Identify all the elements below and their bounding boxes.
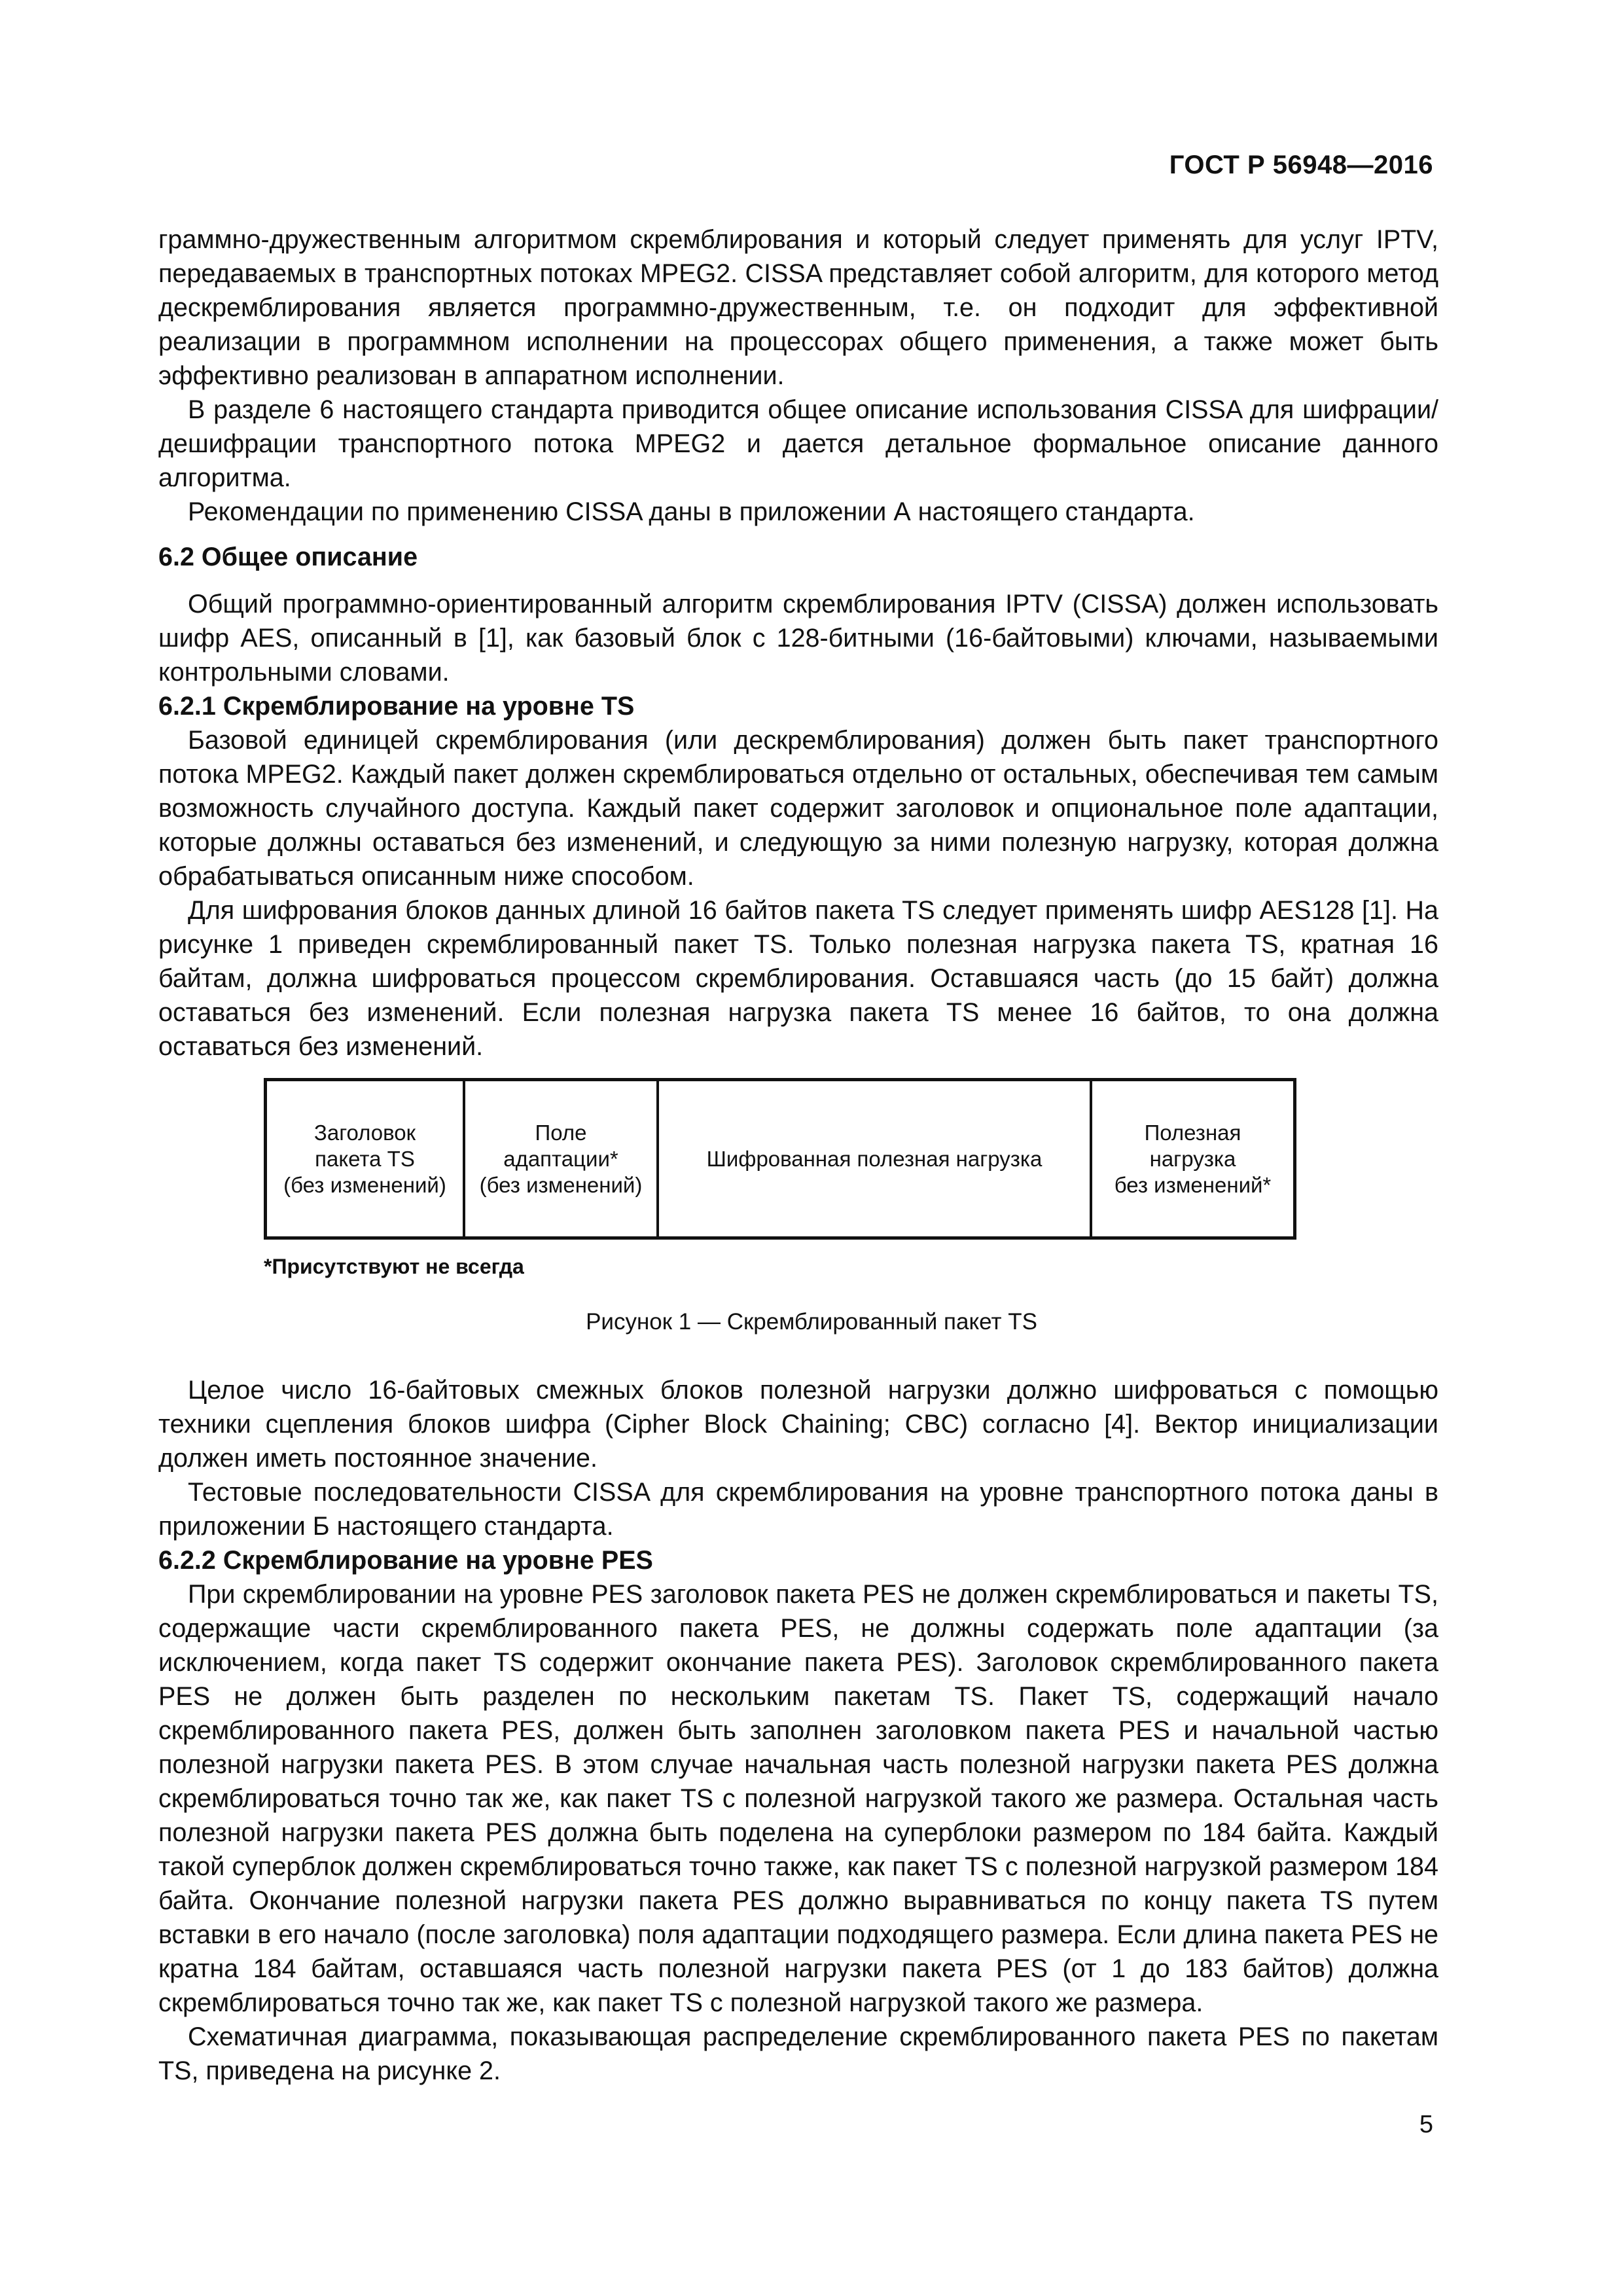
paragraph: Базовой единицей скремблирования (или дескремблирования) должен быть пакет транспортного потока MPEG2. Каждый пакет должен скремблироваться отдельно от остальных, обеспечивая тем самым возможность случайного доступа. Каждый пакет содержит заголовок и опциональное поле адаптации, которые должны оставаться без изменений, и следующую за ними полезную нагрузку, которая должна обрабатываться описанным ниже способом.: [158, 726, 1438, 891]
cell-text: адаптации*: [503, 1146, 618, 1171]
section-heading-6-2-2: 6.2.2 Скремблирование на уровне PES: [158, 1546, 653, 1575]
adaptation-field-cell: [465, 1081, 659, 1236]
figure-caption: Рисунок 1 — Скремблированный пакет TS: [586, 1309, 1037, 1335]
cell-text: пакета TS: [315, 1146, 415, 1171]
document-id-header: ГОСТ Р 56948—2016: [1169, 151, 1433, 179]
paragraph: При скремблировании на уровне PES заголовок пакета PES не должен скремблироваться и пакеты TS, содержащие части скремблированного пакета PES, не должны содержать поле адаптации (за исключением, когда пакет TS содержит окончание пакета PES). Заголовок скремблированного пакета PES не должен быть разделен по нескольким пакетам TS. Пакет TS, содержащий начало скремблированного пакета PES, должен быть заполнен заголовком пакета PES и начальной частью полезной нагрузки пакета PES. В этом случае начальная часть полезной нагрузки пакета PES должна скремблироваться точно так же, как пакет TS с полезной нагрузкой такого же размера. Остальная часть полезной нагрузки пакета PES должна быть поделена на суперблоки размером по 184 байта. Каждый такой суперблок должен скремблироваться точно также, как пакет TS с полезной нагрузкой размером 184 байта. Окончание полезной нагрузки пакета PES должно выравниваться по концу пакета TS путем вставки в его начало (после заголовка) поля адаптации подходящего размера. Если длина пакета PES не кратна 184 байтам, оставшаяся часть полезной нагрузки пакета PES (от 1 до 183 байтов) должна скремблироваться точно так же, как пакет TS с полезной нагрузкой такого же размера.: [158, 1580, 1438, 2017]
cell-text: без изменений*: [1114, 1172, 1272, 1197]
paragraph: Тестовые последовательности CISSA для скремблирования на уровне транспортного потока даны в приложении Б настоящего стандарта.: [158, 1478, 1438, 1541]
cell-text: (без изменений): [479, 1172, 643, 1197]
cbc-and-pes-section: [158, 1373, 1438, 2088]
cell-text: Заголовок: [313, 1120, 416, 1145]
ts-header-cell: [267, 1081, 465, 1236]
figure-1-packet-diagram: [264, 1078, 1296, 1240]
section-heading-6-2-1: 6.2.1 Скремблирование на уровне TS: [158, 692, 635, 721]
paragraph: В разделе 6 настоящего стандарта приводится общее описание использования CISSA для шифрации/дешифрации транспортного потока MPEG2 и дается детальное формальное описание данного алгоритма.: [158, 395, 1438, 492]
unchanged-payload-cell: [1092, 1081, 1293, 1236]
cell-text: Поле: [535, 1120, 587, 1145]
intro-section: [158, 223, 1438, 529]
cell-text: (без изменений): [283, 1172, 446, 1197]
paragraph: граммно-дружественным алгоритмом скремблирования и который следует применять для услуг IPTV, передаваемых в транспортных потоках MPEG2. CISSA представляет собой алгоритм, для которого метод дескремблирования является программно-дружественным, т.е. он подходит для эффективной реализации в программном исполнении на процессорах общего применения, а также может быть эффективно реализован в аппаратном исполнении.: [158, 225, 1438, 390]
cell-text: Шифрованная полезная нагрузка: [706, 1146, 1043, 1171]
encrypted-payload-cell: [659, 1081, 1092, 1236]
cell-text: нагрузка: [1149, 1146, 1236, 1171]
cell-text: Полезная: [1144, 1120, 1241, 1145]
paragraph: Для шифрования блоков данных длиной 16 байтов пакета TS следует применять шифр AES128 [1]. На рисунке 1 приведен скремблированный пакет TS. Только полезная нагрузка пакета TS, кратная 16 байтам, должна шифроваться процессом скремблирования. Оставшаяся часть (до 15 байт) должна оставаться без изменений. Если полезная нагрузка пакета TS менее 16 байтов, то она должна оставаться без изменений.: [158, 896, 1438, 1061]
paragraph: Рекомендации по применению CISSA даны в приложении А настоящего стандарта.: [188, 497, 1195, 526]
general-description-section: [158, 540, 1438, 1064]
paragraph: Общий программно-ориентированный алгоритм скремблирования IPTV (CISSA) должен использовать шифр AES, описанный в [1], как базовый блок с 128-битными (16-байтовыми) ключами, называемыми контрольными словами.: [158, 590, 1438, 687]
paragraph: Схематичная диаграмма, показывающая распределение скремблированного пакета PES по пакетам TS, приведена на рисунке 2.: [158, 2022, 1438, 2085]
paragraph: Целое число 16-байтовых смежных блоков полезной нагрузки должно шифроваться с помощью техники сцепления блоков шифра (Cipher Block Chaining; CBC) согласно [4]. Вектор инициализации должен иметь постоянное значение.: [158, 1376, 1438, 1473]
page-number: 5: [1419, 2111, 1433, 2138]
section-heading-6-2: 6.2 Общее описание: [158, 543, 418, 571]
figure-footnote: *Присутствуют не всегда: [264, 1255, 524, 1278]
